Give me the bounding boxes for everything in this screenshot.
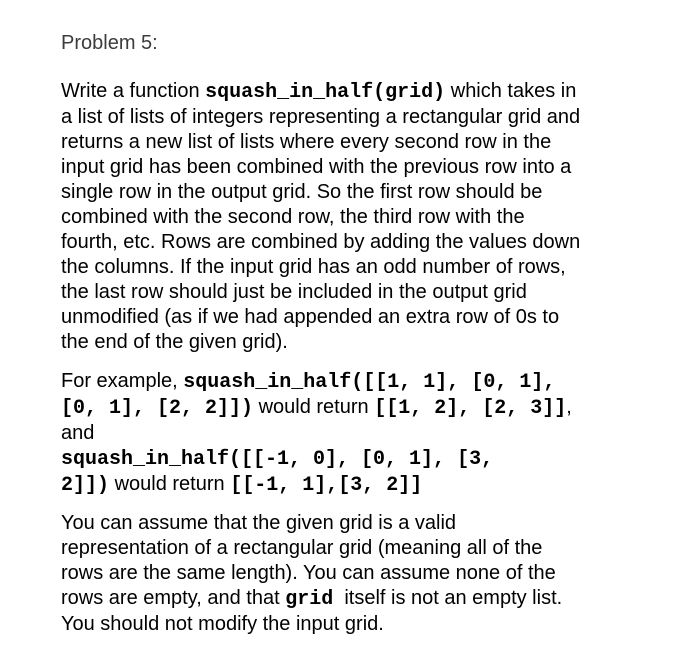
example-1-result: [[1, 2], [2, 3]]: [374, 397, 567, 420]
intro-continuation: which takes in: [445, 80, 577, 102]
assumption-text: rows are empty, and that: [61, 587, 286, 609]
description-line: the last row should just be included in the output grid: [61, 281, 527, 303]
example-line: [61, 472, 671, 498]
description-line: [61, 79, 671, 105]
would-return-text: would return: [109, 473, 231, 495]
assumptions-paragraph: [61, 511, 671, 637]
example-1-call: squash_in_half([[1, 1], [0, 1],: [183, 371, 556, 394]
example-line: [61, 369, 671, 395]
example-line: [61, 395, 671, 421]
assumption-line: rows are the same length). You can assume none of the: [61, 562, 556, 584]
example-1-tail: ,: [566, 396, 572, 418]
for-example-text: For example,: [61, 370, 184, 392]
would-return-text: would return: [253, 396, 375, 418]
problem-description: [61, 79, 671, 355]
function-signature: squash_in_half(grid): [205, 81, 446, 104]
description-line: returns a new list of lists where every second row in the: [61, 131, 552, 153]
description-line: input grid has been combined with the previous row into a: [61, 156, 572, 178]
example-line: [61, 446, 671, 472]
description-line: unmodified (as if we had appended an extra row of 0s to: [61, 306, 560, 328]
description-line: the columns. If the input grid has an odd number of rows,: [61, 256, 566, 278]
intro-text: Write a function: [61, 80, 206, 102]
description-line: a list of lists of integers representing a rectangular grid and: [61, 106, 581, 128]
description-line: fourth, etc. Rows are combined by adding the values down: [61, 231, 581, 253]
and-text: and: [61, 422, 95, 444]
assumption-line: You should not modify the input grid.: [61, 613, 384, 635]
example-1-call-continued: [0, 1], [2, 2]]): [61, 397, 254, 420]
description-line: combined with the second row, the third row with the: [61, 206, 525, 228]
assumption-text: itself is not an empty list.: [333, 587, 563, 609]
description-line: single row in the output grid. So the first row should be: [61, 181, 543, 203]
description-line: the end of the given grid).: [61, 331, 288, 353]
example-2-call: squash_in_half([[-1, 0], [0, 1], [3,: [61, 448, 494, 471]
example-2-call-continued: 2]]): [61, 474, 110, 497]
assumption-line: You can assume that the given grid is a valid: [61, 512, 457, 534]
example-2-result: [[-1, 1],[3, 2]]: [230, 474, 423, 497]
grid-code: grid: [285, 588, 334, 611]
problem-title: Problem 5:: [61, 32, 158, 54]
assumption-line: representation of a rectangular grid (meaning all of the: [61, 537, 543, 559]
assumption-line: [61, 586, 671, 612]
examples-paragraph: [61, 369, 671, 498]
